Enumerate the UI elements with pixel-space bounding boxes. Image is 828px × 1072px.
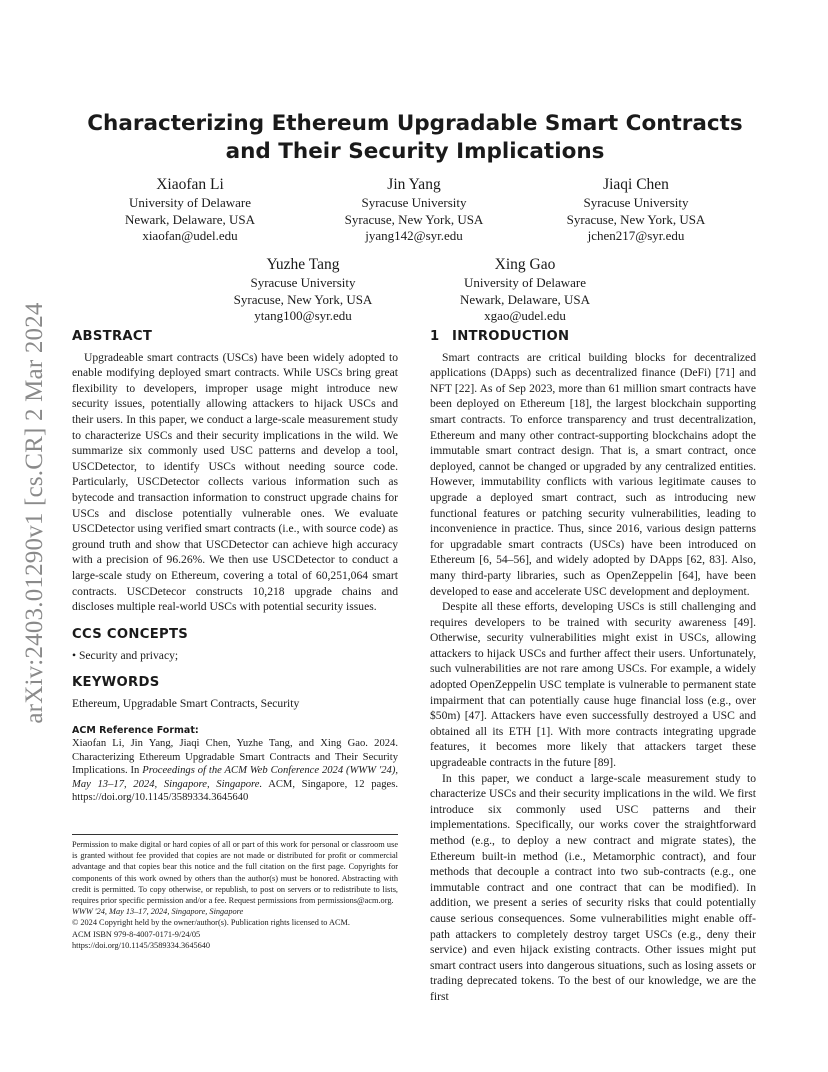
author-name: Jiaqi Chen bbox=[603, 176, 669, 193]
author-email: xgao@udel.edu bbox=[484, 308, 566, 323]
author-block bbox=[188, 255, 418, 325]
conference-line: WWW '24, May 13–17, 2024, Singapore, Singapore bbox=[72, 907, 244, 917]
doi-line: https://doi.org/10.1145/3589334.3645640 bbox=[72, 940, 211, 950]
permission-notice bbox=[72, 839, 398, 951]
copyright-line: © 2024 Copyright held by the owner/author(s). Publication rights licensed to ACM. bbox=[72, 918, 350, 928]
author-block bbox=[410, 255, 640, 325]
paper-title: Characterizing Ethereum Upgradable Smart Contracts and Their Security Implications bbox=[87, 111, 743, 164]
acm-reference-heading: ACM Reference Format: bbox=[72, 725, 199, 737]
ccs-text: • Security and privacy; bbox=[72, 649, 179, 663]
author-name: Xiaofan Li bbox=[156, 176, 224, 193]
author-email: xiaofan@udel.edu bbox=[142, 228, 238, 243]
right-column bbox=[430, 329, 756, 1005]
author-block bbox=[299, 175, 529, 245]
paragraph: In this paper, we conduct a large-scale measurement study to characterize USCs and their security implications in the wild. We first introduce six commonly used USC patterns and their implementations. Specifically, our works cover the straightforward method (e.g., to deploy a new contract and migrate states), the Ethereum built-in method (i.e., Metamorphic contract), and four methods that decouple a contract into two sub-contracts (e.g., one immutable contract and one contract that can be modified). In addition, we present a series of security risks that could potentially cause serious consequences. Some vulnerabilities might enable off-path attackers to completely destroy target USCs (e.g., deny their service) and even hijack existing contracts. Other issues might put smart contract users into dangerous situations, such as losing assets or trading deprecated tokens. To the best of our knowledge, we are the first bbox=[430, 771, 756, 1003]
keywords-heading: KEYWORDS bbox=[72, 674, 160, 690]
abstract-heading: ABSTRACT bbox=[72, 329, 153, 344]
author-affiliation: Syracuse University bbox=[250, 275, 356, 290]
left-column bbox=[72, 329, 398, 805]
author-location: Syracuse, New York, USA bbox=[344, 211, 484, 227]
ccs-heading: CCS CONCEPTS bbox=[72, 626, 189, 642]
paragraph: Smart contracts are critical building blocks for decentralized applications (DApps) such as decentralized finance (DeFi) [71] and NFT [22]. As of Sep 2023, more than 61 million smart contracts have been deployed on Ethereum [18], the largest blockchain supporting smart contracts. To enforce transparency and trust decentralization, Ethereum and many other contract-supporting blockchains adopt the immutable smart contract design. That is, a smart contract, once deployed, cannot be changed or upgraded by any centralized entities. However, immutability conflicts with various legitimate causes to upgrade a deployed smart contract, such as introducing new functional features or patching security vulnerabilities, leading to inconvenience in practice. Thus, since 2016, various design patterns for upgradable smart contracts (USCs) have been introduced on Ethereum [6, 54–56], and widely adopted by DApps [62, 83]. Also, many third-party libraries, such as OpenZeppelin [64], have been developed to ease and accelerate USC development and deployment. bbox=[430, 350, 756, 598]
paragraph: Despite all these efforts, developing USCs is still challenging and requires developers to be trained with security awareness [49]. Otherwise, security vulnerabilities might exist in USCs, allowing attackers to hijack USCs and further affect their users. Unfortunately, such vulnerabilities are not rare among USCs. For example, a widely adopted OpenZeppelin USC template is vulnerable to permanent state impairment that can potentially cause huge financial loss (e.g., over $50m) [47]. Attackers have even successfully destroyed a USC and obtained all its ETH [1]. With more contracts integrating upgrade features, it becomes more likely that attackers target these upgradeable contracts in the future [89]. bbox=[430, 600, 756, 770]
author-name: Xing Gao bbox=[494, 256, 556, 273]
author-name: Yuzhe Tang bbox=[266, 256, 340, 273]
permission-text: Permission to make digital or hard copies of all or part of this work for personal or classroom use is granted without fee provided that copies are not made or distributed for profit or commercial advantage and that copies bear this notice and the full citation on the first page. Copyrights for components of this work owned by others than the author(s) must be honored. Abstracting with credit is permitted. To copy otherwise, or republish, to post on servers or to redistribute to lists, requires prior specific permission and/or a fee. Request permissions from permissions@acm.org. bbox=[72, 840, 398, 906]
section-number: 1 bbox=[430, 329, 440, 344]
author-affiliation: Syracuse University bbox=[361, 195, 467, 210]
introduction-heading: 1 INTRODUCTION bbox=[430, 329, 570, 344]
keywords-text: Ethereum, Upgradable Smart Contracts, Security bbox=[72, 697, 300, 711]
author-block bbox=[75, 175, 305, 245]
author-affiliation: University of Delaware bbox=[128, 195, 251, 210]
author-affiliation: University of Delaware bbox=[463, 275, 586, 290]
author-location: Newark, Delaware, USA bbox=[460, 291, 590, 307]
acm-reference-text: Xiaofan Li, Jin Yang, Jiaqi Chen, Yuzhe Tang, and Xing Gao. 2024. Characterizing Ethereum Upgradable Smart Contracts and Their Security Implications. In Proceedings of the ACM Web Conference 2024 (WWW '24), May 13–17, 2024, Singapore, Singapore. ACM, Singapore, 12 pages. https://doi.org/10.1145/3589334.3645640 bbox=[72, 738, 399, 804]
author-location: Newark, Delaware, USA bbox=[125, 211, 255, 227]
author-location: Syracuse, New York, USA bbox=[566, 211, 706, 227]
author-location: Syracuse, New York, USA bbox=[233, 291, 373, 307]
author-email: jchen217@syr.edu bbox=[587, 228, 685, 243]
author-email: ytang100@syr.edu bbox=[254, 308, 352, 323]
abstract-text: Upgradeable smart contracts (USCs) have been widely adopted to enable modifying deployed smart contracts. While USCs bring great flexibility to developers, improper usage might introduce new security issues, potentially allowing attackers to hijack USCs and their users. In this paper, we conduct a large-scale measurement study to characterize USCs and their security implications in the wild. We summarize six commonly used USC patterns and develop a tool, USCDetector, to identify USCs without needing source code. Particularly, USCDetector collects various information such as bytecode and transaction information to construct upgrade chains for USCs and disclose potentially vulnerable ones. We evaluate USCDetector using verified smart contracts (i.e., with source code) as ground truth and show that USCDetector can achieve high accuracy with a precision of 96.26%. We then use USCDetector to conduct a large-scale study on Ethereum, covering a total of 60,251,064 smart contracts. USCDetecor constructs 10,218 upgrade chains and discloses multiple real-world USCs with potential security issues. bbox=[72, 350, 398, 614]
footnote-rule bbox=[72, 834, 398, 835]
author-block bbox=[521, 175, 751, 245]
author-name: Jin Yang bbox=[387, 176, 441, 193]
author-email: jyang142@syr.edu bbox=[365, 228, 463, 243]
author-affiliation: Syracuse University bbox=[583, 195, 689, 210]
arxiv-stamp: arXiv:2403.01290v1 [cs.CR] 2 Mar 2024 bbox=[21, 301, 48, 724]
isbn-line: ACM ISBN 979-8-4007-0171-9/24/05 bbox=[72, 929, 201, 939]
